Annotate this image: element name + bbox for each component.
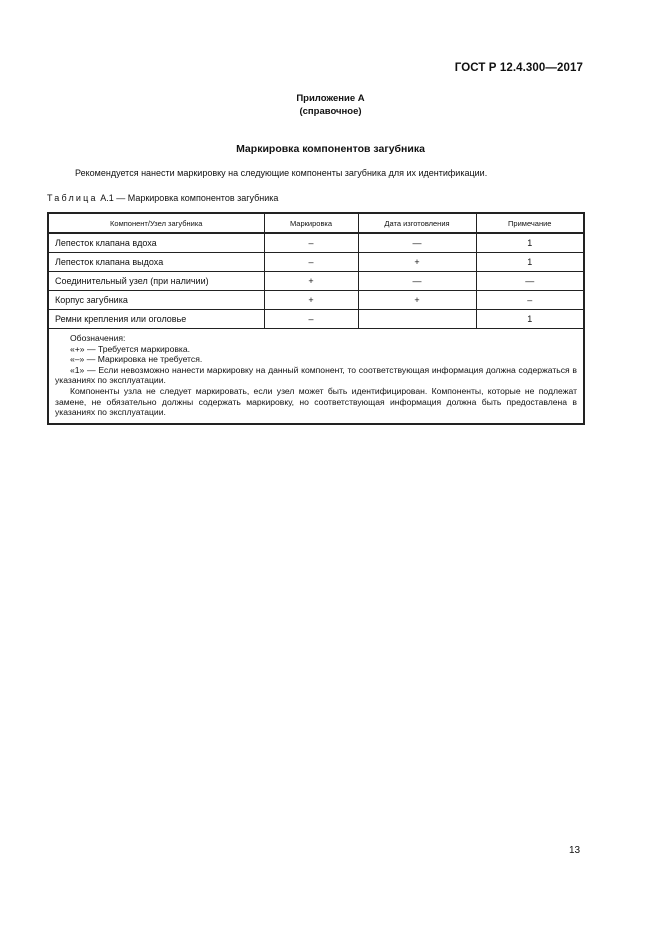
table-notes-row [48, 329, 584, 424]
cell-date: + [358, 253, 476, 272]
cell-date [358, 310, 476, 329]
cell-date: — [358, 272, 476, 291]
cell-note: — [476, 272, 584, 291]
table-caption-label: Таблица [47, 193, 98, 203]
table-row [48, 291, 584, 310]
cell-component: Соединительный узел (при наличии) [48, 272, 264, 291]
column-header-date: Дата изготовления [358, 213, 476, 233]
notes-heading: Обозначения: [70, 333, 126, 343]
column-header-note: Примечание [476, 213, 584, 233]
cell-date: — [358, 233, 476, 253]
cell-marking: + [264, 291, 358, 310]
table-caption [47, 193, 278, 203]
marking-table [47, 212, 585, 425]
table-header-row [48, 213, 584, 233]
table-row [48, 272, 584, 291]
table-caption-text: А.1 — Маркировка компонентов загубника [100, 193, 279, 203]
note-one: «1» — Если невозможно нанести маркировку на данный компонент, то соответствующая информация должна содержаться в указаниях по эксплуатации. [55, 364, 577, 386]
cell-component: Корпус загубника [48, 291, 264, 310]
document-code: ГОСТ Р 12.4.300—2017 [454, 62, 583, 74]
marking-table-container [47, 212, 583, 425]
table-notes [48, 329, 584, 424]
intro-paragraph: Рекомендуется нанести маркировку на следующие компоненты загубника для их идентификации. [75, 168, 488, 178]
table-row [48, 253, 584, 272]
note-minus: «–» — Маркировка не требуется. [70, 354, 203, 365]
cell-marking: – [264, 233, 358, 253]
cell-marking: – [264, 310, 358, 329]
annex-title: Приложение А [296, 93, 365, 104]
cell-component: Лепесток клапана выдоха [48, 253, 264, 272]
cell-marking: + [264, 272, 358, 291]
note-components: Компоненты узла не следует маркировать, если узел может быть идентифицирован. Компоненты, которые не подлежат замене, не обязательно должны содержать маркировку, но соответствующая информация должна быть предоставлена в указаниях по эксплуатации. [55, 385, 577, 418]
cell-note: 1 [476, 310, 584, 329]
cell-date: + [358, 291, 476, 310]
annex-subtitle: (справочное) [299, 106, 362, 117]
cell-component: Лепесток клапана вдоха [48, 233, 264, 253]
annex-heading [0, 92, 661, 118]
cell-marking: – [264, 253, 358, 272]
note-plus: «+» — Требуется маркировка. [70, 343, 191, 354]
cell-note: – [476, 291, 584, 310]
column-header-component: Компонент/Узел загубника [48, 213, 264, 233]
table-row [48, 310, 584, 329]
table-row [48, 233, 584, 253]
cell-component: Ремни крепления или оголовье [48, 310, 264, 329]
cell-note: 1 [476, 253, 584, 272]
cell-note: 1 [476, 233, 584, 253]
section-title: Маркировка компонентов загубника [236, 143, 425, 155]
page-number: 13 [569, 845, 581, 856]
column-header-marking: Маркировка [264, 213, 358, 233]
